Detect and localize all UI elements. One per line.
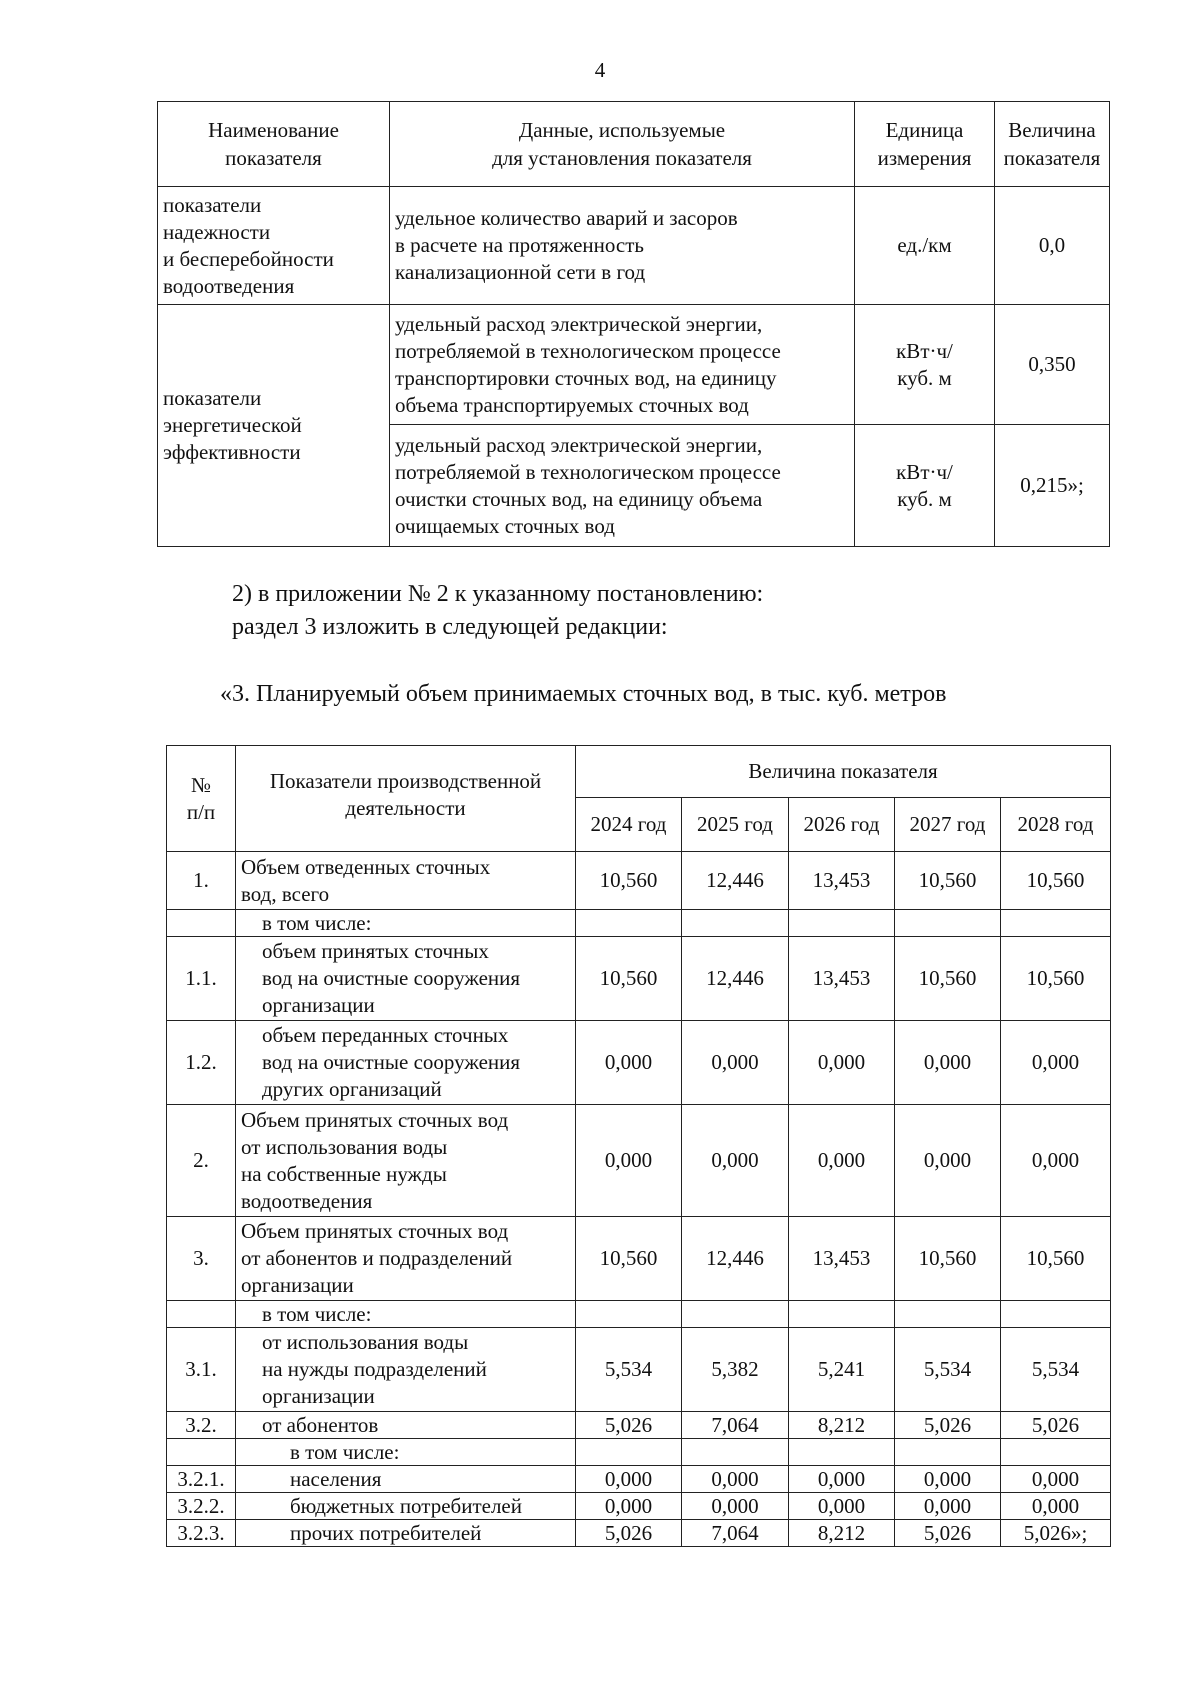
row-number (167, 910, 236, 937)
cell-value: 5,026 (576, 1520, 682, 1547)
table-row (167, 852, 1111, 910)
cell-value: 12,446 (682, 852, 789, 910)
cell-value: 5,026 (895, 1520, 1001, 1547)
cell-value: 13,453 (789, 1217, 895, 1301)
cell-value: 0,000 (682, 1021, 789, 1105)
row-number: 2. (167, 1105, 236, 1217)
cell-value: 10,560 (1001, 852, 1111, 910)
header-year: 2028 год (1001, 798, 1111, 852)
row-name: объем принятых сточных вод на очистные сооружения организации (236, 937, 576, 1021)
section-heading: «3. Планируемый объем принимаемых сточных вод, в тыс. куб. метров (220, 681, 947, 707)
header-unit: Единица измерения (855, 102, 995, 187)
cell-value: 8,212 (789, 1520, 895, 1547)
header-year: 2027 год (895, 798, 1001, 852)
cell-value: 10,560 (1001, 937, 1111, 1021)
indicator-unit: ед./км (855, 187, 995, 305)
row-number: 3.2.1. (167, 1466, 236, 1493)
header-indicator: Показатели производственной деятельности (236, 746, 576, 852)
table-row (167, 1328, 1111, 1412)
cell-value (576, 910, 682, 937)
cell-value: 5,534 (895, 1328, 1001, 1412)
row-number: 3.2.3. (167, 1520, 236, 1547)
indicator-unit: кВт·ч/ куб. м (855, 305, 995, 425)
table-row (167, 1105, 1111, 1217)
cell-value: 10,560 (895, 1217, 1001, 1301)
table-row (167, 1301, 1111, 1328)
cell-value: 0,000 (576, 1105, 682, 1217)
table-header-row (167, 746, 1111, 798)
table-row (158, 187, 1110, 305)
table-row (158, 305, 1110, 425)
cell-value: 0,000 (789, 1021, 895, 1105)
cell-value (682, 1301, 789, 1328)
cell-value: 5,026 (895, 1412, 1001, 1439)
cell-value: 0,000 (682, 1466, 789, 1493)
row-number: 1. (167, 852, 236, 910)
indicators-table (157, 101, 1110, 547)
indicator-unit: кВт·ч/ куб. м (855, 425, 995, 547)
cell-value: 0,000 (789, 1105, 895, 1217)
cell-value: 5,534 (1001, 1328, 1111, 1412)
cell-value (576, 1301, 682, 1328)
row-name: Объем отведенных сточных вод, всего (236, 852, 576, 910)
cell-value: 0,000 (1001, 1105, 1111, 1217)
cell-value: 5,026 (576, 1412, 682, 1439)
cell-value: 0,000 (789, 1493, 895, 1520)
cell-value: 0,000 (895, 1493, 1001, 1520)
cell-value: 0,000 (1001, 1021, 1111, 1105)
row-name: от использования воды на нужды подразделений организации (236, 1328, 576, 1412)
header-year: 2025 год (682, 798, 789, 852)
cell-value: 7,064 (682, 1520, 789, 1547)
indicator-name: показатели надежности и бесперебойности водоотведения (158, 187, 390, 305)
row-name: от абонентов (236, 1412, 576, 1439)
indicator-data: удельный расход электрической энергии, потребляемой в технологическом процессе очистки сточных вод, на единицу объема очищаемых сточных вод (390, 425, 855, 547)
cell-value (682, 910, 789, 937)
cell-value: 10,560 (576, 1217, 682, 1301)
row-name: прочих потребителей (236, 1520, 576, 1547)
cell-value: 12,446 (682, 937, 789, 1021)
cell-value: 7,064 (682, 1412, 789, 1439)
cell-value: 10,560 (1001, 1217, 1111, 1301)
indicator-value: 0,0 (995, 187, 1110, 305)
table-row (167, 937, 1111, 1021)
row-name: Объем принятых сточных вод от использования воды на собственные нужды водоотведения (236, 1105, 576, 1217)
wastewater-volume-table (166, 745, 1111, 1547)
cell-value: 0,000 (576, 1021, 682, 1105)
cell-value (1001, 910, 1111, 937)
row-number: 3.2.2. (167, 1493, 236, 1520)
row-number (167, 1301, 236, 1328)
indicator-value: 0,215»; (995, 425, 1110, 547)
row-name: в том числе: (236, 1439, 576, 1466)
cell-value: 0,000 (682, 1105, 789, 1217)
row-number: 1.1. (167, 937, 236, 1021)
table-row (167, 1439, 1111, 1466)
cell-value: 10,560 (576, 937, 682, 1021)
header-number: № п/п (167, 746, 236, 852)
cell-value: 13,453 (789, 852, 895, 910)
cell-value: 0,000 (1001, 1466, 1111, 1493)
row-name: населения (236, 1466, 576, 1493)
indicator-data: удельный расход электрической энергии, потребляемой в технологическом процессе транспортировки сточных вод, на единицу объема транспортируемых сточных вод (390, 305, 855, 425)
indicator-name: показатели энергетической эффективности (158, 305, 390, 547)
cell-value (789, 910, 895, 937)
cell-value: 8,212 (789, 1412, 895, 1439)
indicator-value: 0,350 (995, 305, 1110, 425)
cell-value: 0,000 (789, 1466, 895, 1493)
cell-value: 0,000 (576, 1493, 682, 1520)
row-number: 3. (167, 1217, 236, 1301)
header-indicator-name: Наименование показателя (158, 102, 390, 187)
header-year: 2024 год (576, 798, 682, 852)
row-number: 3.1. (167, 1328, 236, 1412)
row-number: 1.2. (167, 1021, 236, 1105)
header-value: Величина показателя (995, 102, 1110, 187)
table-row (167, 910, 1111, 937)
row-name: Объем принятых сточных вод от абонентов и подразделений организации (236, 1217, 576, 1301)
table-row (167, 1466, 1111, 1493)
cell-value (682, 1439, 789, 1466)
table-header-row (158, 102, 1110, 187)
cell-value (789, 1439, 895, 1466)
row-name: в том числе: (236, 910, 576, 937)
indicator-data: удельное количество аварий и засоров в расчете на протяженность канализационной сети в год (390, 187, 855, 305)
cell-value (895, 1439, 1001, 1466)
table-row (167, 1493, 1111, 1520)
cell-value: 0,000 (895, 1105, 1001, 1217)
cell-value (1001, 1439, 1111, 1466)
cell-value: 5,026»; (1001, 1520, 1111, 1547)
cell-value: 5,534 (576, 1328, 682, 1412)
cell-value: 0,000 (895, 1466, 1001, 1493)
paragraph-amendment: 2) в приложении № 2 к указанному постановлению: (232, 581, 764, 607)
cell-value: 5,241 (789, 1328, 895, 1412)
table-row (167, 1217, 1111, 1301)
cell-value (576, 1439, 682, 1466)
row-name: объем переданных сточных вод на очистные сооружения других организаций (236, 1021, 576, 1105)
header-year: 2026 год (789, 798, 895, 852)
table-row (167, 1021, 1111, 1105)
row-number (167, 1439, 236, 1466)
cell-value: 12,446 (682, 1217, 789, 1301)
table-row (167, 1520, 1111, 1547)
cell-value: 0,000 (1001, 1493, 1111, 1520)
cell-value: 0,000 (576, 1466, 682, 1493)
cell-value: 10,560 (895, 852, 1001, 910)
cell-value: 5,026 (1001, 1412, 1111, 1439)
cell-value: 5,382 (682, 1328, 789, 1412)
header-value-group: Величина показателя (576, 746, 1111, 798)
cell-value (1001, 1301, 1111, 1328)
cell-value (789, 1301, 895, 1328)
cell-value (895, 1301, 1001, 1328)
row-name: бюджетных потребителей (236, 1493, 576, 1520)
cell-value: 10,560 (895, 937, 1001, 1021)
cell-value (895, 910, 1001, 937)
paragraph-instruction: раздел 3 изложить в следующей редакции: (232, 614, 668, 640)
cell-value: 10,560 (576, 852, 682, 910)
cell-value: 13,453 (789, 937, 895, 1021)
cell-value: 0,000 (682, 1493, 789, 1520)
row-name: в том числе: (236, 1301, 576, 1328)
table-row (167, 1412, 1111, 1439)
header-data: Данные, используемые для установления показателя (390, 102, 855, 187)
cell-value: 0,000 (895, 1021, 1001, 1105)
page-number: 4 (594, 58, 606, 82)
row-number: 3.2. (167, 1412, 236, 1439)
